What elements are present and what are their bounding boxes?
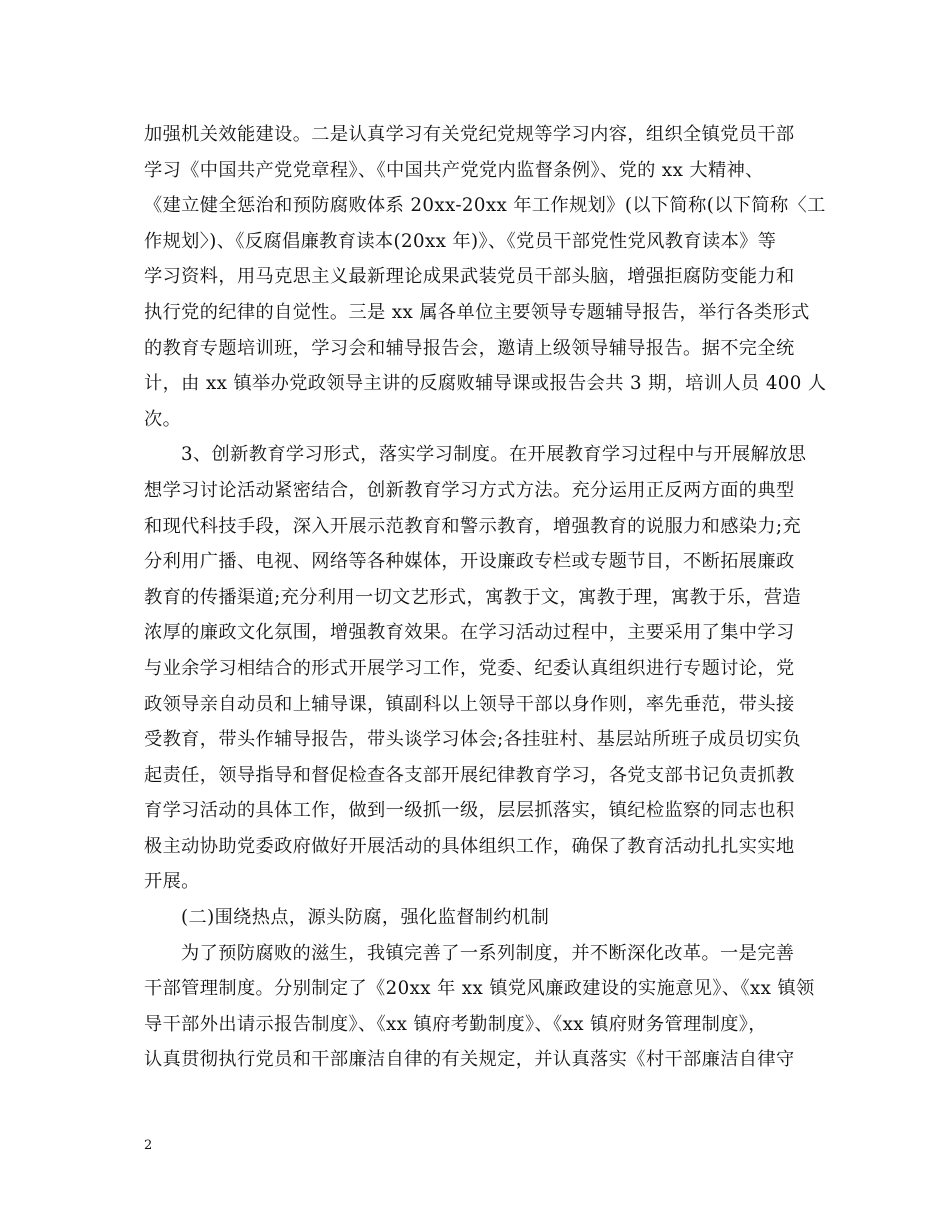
text-line: 导干部外出请示报告制度》、《xx 镇府考勤制度》、《xx 镇府财务管理制度》， [144, 1013, 767, 1035]
text-line: (二)围绕热点，源头防腐，强化监督制约机制 [181, 907, 550, 929]
text-line: 极主动协助党委政府做好开展活动的具体组织工作，确保了教育活动扎扎实实地 [144, 835, 795, 857]
paragraph [144, 117, 827, 437]
text-line: 次。 [144, 408, 182, 430]
text-line: 政领导亲自动员和上辅导课，镇副科以上领导干部以身作则，率先垂范，带头接 [144, 693, 795, 715]
text-line: 学习资料，用马克思主义最新理论成果武装党员干部头脑，增强拒腐防变能力和 [144, 266, 795, 288]
document-body [144, 117, 827, 1078]
paragraph [144, 437, 806, 900]
text-line: 开展。 [144, 871, 200, 893]
text-line: 作规划〉)、《反腐倡廉教育读本(20xx 年)》、《党员干部党性党风教育读本》等 [144, 230, 777, 252]
text-line: 育学习活动的具体工作，做到一级抓一级，层层抓落实，镇纪检监察的同志也积 [144, 800, 795, 822]
text-line: 想学习讨论活动紧密结合，创新教育学习方式方法。充分运用正反两方面的典型 [144, 479, 795, 501]
text-line: 学习《中国共产党党章程》、《中国共产党党内监督条例》、党的 xx 大精神、 [144, 159, 764, 181]
text-line: 的教育专题培训班，学习会和辅导报告会，邀请上级领导辅导报告。据不完全统 [144, 337, 795, 359]
text-line: 受教育，带头作辅导报告，带头谈学习体会;各挂驻村、基层站所班子成员切实负 [144, 729, 802, 751]
text-line: 认真贯彻执行党员和干部廉洁自律的有关规定，并认真落实《村干部廉洁自律守 [144, 1049, 795, 1071]
text-line: 浓厚的廉政文化氛围，增强教育效果。在学习活动过程中，主要采用了集中学习 [144, 622, 795, 644]
text-line: 和现代科技手段，深入开展示范教育和警示教育，增强教育的说服力和感染力;充 [144, 515, 802, 537]
text-line: 干部管理制度。分别制定了《20xx 年 xx 镇党风廉政建设的实施意见》、《xx 镇领 [144, 978, 815, 1000]
text-line: 执行党的纪律的自觉性。三是 xx 属各单位主要领导专题辅导报告，举行各类形式 [144, 301, 810, 323]
text-line: 起责任，领导指导和督促检查各支部开展纪律教育学习，各党支部书记负责抓教 [144, 764, 795, 786]
paragraph [144, 936, 815, 1078]
text-line: 3、创新教育学习形式，落实学习制度。在开展教育学习过程中与开展解放思 [181, 444, 807, 466]
text-line: 与业余学习相结合的形式开展学习工作，党委、纪委认真组织进行专题讨论，党 [144, 657, 795, 679]
paragraph [144, 900, 806, 936]
text-line: 分利用广播、电视、网络等各种媒体，开设廉政专栏或专题节目，不断拓展廉政 [144, 551, 795, 573]
text-line: 教育的传播渠道;充分利用一切文艺形式，寓教于文，寓教于理，寓教于乐，营造 [144, 586, 802, 608]
text-line: 计，由 xx 镇举办党政领导主讲的反腐败辅导课或报告会共 3 期，培训人员 400 人 [144, 373, 827, 395]
page-number: 2 [144, 1138, 153, 1153]
text-line: 加强机关效能建设。二是认真学习有关党纪党规等学习内容，组织全镇党员干部 [144, 124, 795, 145]
text-line: 《建立健全惩治和预防腐败体系 20xx-20xx 年工作规划》(以下简称(以下简称〈工 [144, 195, 826, 217]
text-line: 为了预防腐败的滋生，我镇完善了一系列制度，并不断深化改革。一是完善 [181, 942, 795, 964]
